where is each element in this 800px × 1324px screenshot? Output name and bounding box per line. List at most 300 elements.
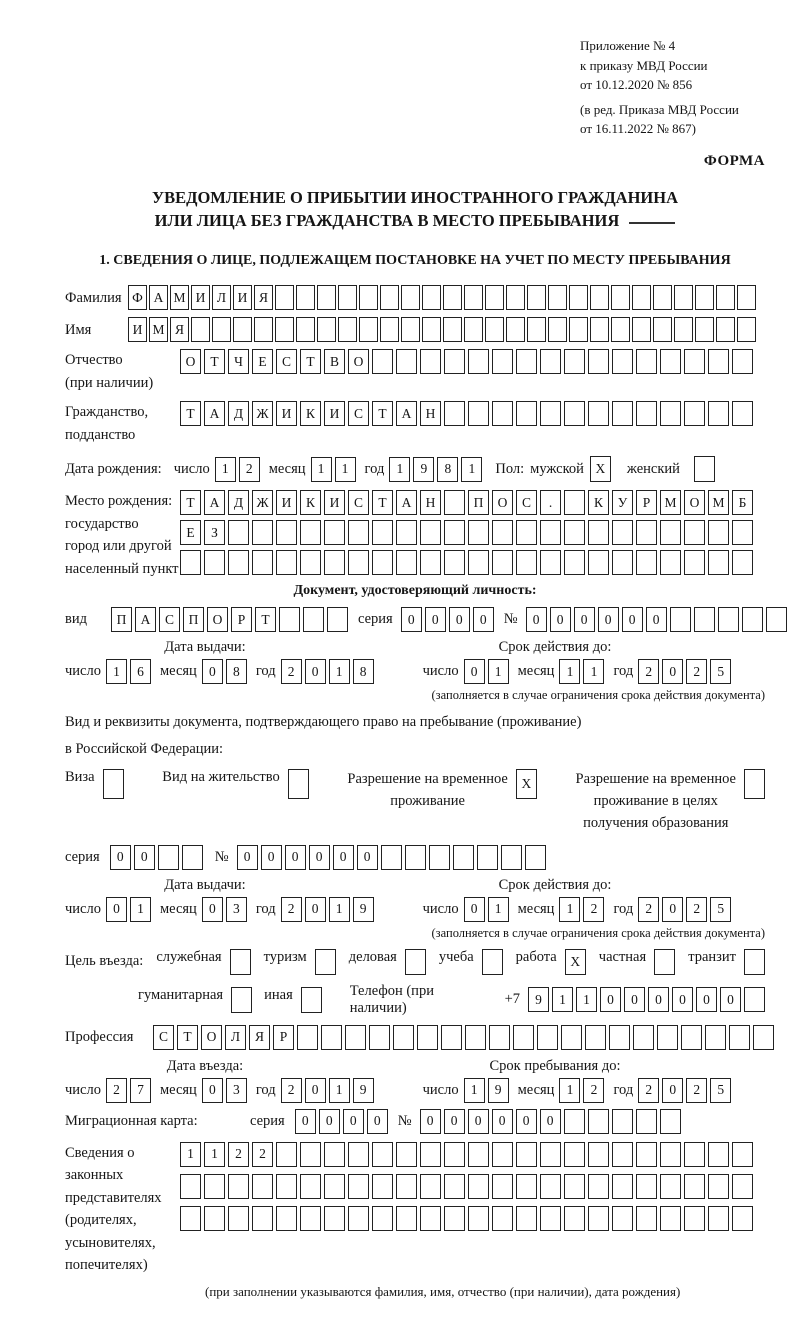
char-cell[interactable] bbox=[612, 349, 633, 374]
char-cell[interactable] bbox=[492, 520, 513, 545]
char-cell[interactable]: 0 bbox=[516, 1109, 537, 1134]
char-cell[interactable]: И bbox=[191, 285, 210, 310]
sex-male-checkbox[interactable]: X bbox=[590, 456, 611, 482]
char-cell[interactable]: 1 bbox=[559, 659, 580, 684]
char-cell[interactable] bbox=[660, 520, 681, 545]
char-cell[interactable]: 0 bbox=[598, 607, 619, 632]
char-cell[interactable] bbox=[492, 550, 513, 575]
char-cell[interactable]: 2 bbox=[638, 897, 659, 922]
char-cell[interactable] bbox=[468, 401, 489, 426]
char-cell[interactable] bbox=[612, 401, 633, 426]
char-cell[interactable] bbox=[753, 1025, 774, 1050]
char-cell[interactable] bbox=[632, 285, 651, 310]
char-cell[interactable]: Т bbox=[204, 349, 225, 374]
char-cell[interactable]: 9 bbox=[413, 457, 434, 482]
char-cell[interactable]: В bbox=[324, 349, 345, 374]
char-cell[interactable] bbox=[718, 607, 739, 632]
char-cell[interactable] bbox=[516, 550, 537, 575]
char-cell[interactable] bbox=[276, 1174, 297, 1199]
char-cell[interactable] bbox=[372, 520, 393, 545]
char-cell[interactable]: 0 bbox=[672, 987, 693, 1012]
char-cell[interactable]: 0 bbox=[662, 1078, 683, 1103]
char-cell[interactable]: З bbox=[204, 520, 225, 545]
char-cell[interactable] bbox=[564, 1206, 585, 1231]
char-cell[interactable] bbox=[204, 1206, 225, 1231]
char-cell[interactable]: Р bbox=[636, 490, 657, 515]
char-cell[interactable]: 0 bbox=[202, 659, 223, 684]
legal-reps-line3[interactable] bbox=[180, 1206, 753, 1231]
char-cell[interactable] bbox=[674, 317, 693, 342]
char-cell[interactable]: 0 bbox=[134, 845, 155, 870]
char-cell[interactable] bbox=[506, 285, 525, 310]
char-cell[interactable] bbox=[279, 607, 300, 632]
char-cell[interactable]: Ж bbox=[252, 401, 273, 426]
char-cell[interactable] bbox=[564, 1174, 585, 1199]
char-cell[interactable]: О bbox=[684, 490, 705, 515]
identity-issue-year[interactable] bbox=[281, 659, 374, 684]
char-cell[interactable] bbox=[684, 550, 705, 575]
char-cell[interactable] bbox=[228, 1174, 249, 1199]
stay-until-day[interactable] bbox=[464, 1078, 509, 1103]
char-cell[interactable] bbox=[732, 520, 753, 545]
legal-reps-line2[interactable] bbox=[180, 1174, 753, 1199]
char-cell[interactable]: 0 bbox=[110, 845, 131, 870]
char-cell[interactable]: 0 bbox=[343, 1109, 364, 1134]
char-cell[interactable] bbox=[564, 1109, 585, 1134]
char-cell[interactable] bbox=[485, 285, 504, 310]
char-cell[interactable] bbox=[695, 285, 714, 310]
char-cell[interactable] bbox=[276, 520, 297, 545]
char-cell[interactable]: 3 bbox=[226, 897, 247, 922]
char-cell[interactable] bbox=[420, 550, 441, 575]
char-cell[interactable]: 8 bbox=[226, 659, 247, 684]
char-cell[interactable]: Е bbox=[180, 520, 201, 545]
char-cell[interactable] bbox=[359, 317, 378, 342]
char-cell[interactable] bbox=[345, 1025, 366, 1050]
char-cell[interactable]: С bbox=[516, 490, 537, 515]
char-cell[interactable] bbox=[468, 520, 489, 545]
profession-cells[interactable] bbox=[153, 1025, 774, 1050]
char-cell[interactable] bbox=[732, 349, 753, 374]
residence-issue-year[interactable] bbox=[281, 897, 374, 922]
char-cell[interactable]: 1 bbox=[559, 897, 580, 922]
char-cell[interactable] bbox=[540, 1206, 561, 1231]
char-cell[interactable]: М bbox=[149, 317, 168, 342]
char-cell[interactable] bbox=[564, 349, 585, 374]
char-cell[interactable] bbox=[464, 317, 483, 342]
char-cell[interactable]: 9 bbox=[528, 987, 549, 1012]
char-cell[interactable]: 3 bbox=[226, 1078, 247, 1103]
residence-issue-day[interactable] bbox=[106, 897, 151, 922]
char-cell[interactable]: П bbox=[111, 607, 132, 632]
char-cell[interactable] bbox=[588, 1109, 609, 1134]
char-cell[interactable] bbox=[729, 1025, 750, 1050]
char-cell[interactable]: 0 bbox=[202, 897, 223, 922]
char-cell[interactable] bbox=[540, 1174, 561, 1199]
char-cell[interactable]: 1 bbox=[488, 659, 509, 684]
char-cell[interactable]: Ч bbox=[228, 349, 249, 374]
char-cell[interactable]: И bbox=[324, 401, 345, 426]
char-cell[interactable] bbox=[708, 1206, 729, 1231]
char-cell[interactable]: 6 bbox=[130, 659, 151, 684]
char-cell[interactable] bbox=[348, 1206, 369, 1231]
char-cell[interactable]: 0 bbox=[540, 1109, 561, 1134]
identity-valid-month[interactable] bbox=[559, 659, 604, 684]
char-cell[interactable]: Е bbox=[252, 349, 273, 374]
char-cell[interactable] bbox=[636, 1206, 657, 1231]
char-cell[interactable]: 1 bbox=[559, 1078, 580, 1103]
char-cell[interactable] bbox=[422, 317, 441, 342]
char-cell[interactable] bbox=[254, 317, 273, 342]
char-cell[interactable]: 0 bbox=[106, 897, 127, 922]
char-cell[interactable]: 1 bbox=[335, 457, 356, 482]
char-cell[interactable] bbox=[492, 1206, 513, 1231]
char-cell[interactable]: 0 bbox=[550, 607, 571, 632]
char-cell[interactable] bbox=[660, 1109, 681, 1134]
char-cell[interactable]: Л bbox=[212, 285, 231, 310]
char-cell[interactable] bbox=[297, 1025, 318, 1050]
char-cell[interactable]: О bbox=[180, 349, 201, 374]
migration-series-cells[interactable] bbox=[295, 1109, 388, 1134]
edu-permit-checkbox[interactable] bbox=[744, 769, 765, 799]
char-cell[interactable]: 2 bbox=[281, 1078, 302, 1103]
char-cell[interactable] bbox=[612, 1174, 633, 1199]
char-cell[interactable] bbox=[324, 550, 345, 575]
purpose-tranzit-checkbox[interactable] bbox=[744, 949, 765, 975]
birth-month-cells[interactable] bbox=[311, 457, 356, 482]
char-cell[interactable]: П bbox=[468, 490, 489, 515]
char-cell[interactable]: 2 bbox=[281, 659, 302, 684]
char-cell[interactable] bbox=[695, 317, 714, 342]
char-cell[interactable] bbox=[732, 550, 753, 575]
char-cell[interactable] bbox=[396, 1174, 417, 1199]
char-cell[interactable] bbox=[632, 317, 651, 342]
purpose-ucheba-checkbox[interactable] bbox=[482, 949, 503, 975]
char-cell[interactable] bbox=[569, 317, 588, 342]
entry-day[interactable] bbox=[106, 1078, 151, 1103]
char-cell[interactable]: 1 bbox=[180, 1142, 201, 1167]
char-cell[interactable]: Т bbox=[255, 607, 276, 632]
char-cell[interactable] bbox=[540, 401, 561, 426]
char-cell[interactable] bbox=[540, 550, 561, 575]
entry-month[interactable] bbox=[202, 1078, 247, 1103]
char-cell[interactable]: 1 bbox=[389, 457, 410, 482]
char-cell[interactable] bbox=[548, 317, 567, 342]
char-cell[interactable]: С bbox=[348, 401, 369, 426]
char-cell[interactable] bbox=[742, 607, 763, 632]
char-cell[interactable] bbox=[296, 317, 315, 342]
char-cell[interactable]: 2 bbox=[638, 659, 659, 684]
char-cell[interactable] bbox=[338, 317, 357, 342]
char-cell[interactable]: 0 bbox=[473, 607, 494, 632]
char-cell[interactable]: 0 bbox=[464, 659, 485, 684]
char-cell[interactable] bbox=[501, 845, 522, 870]
patronymic-cells[interactable] bbox=[180, 349, 753, 374]
identity-valid-year[interactable] bbox=[638, 659, 731, 684]
birth-place-line1[interactable] bbox=[180, 490, 753, 515]
char-cell[interactable]: 1 bbox=[552, 987, 573, 1012]
char-cell[interactable] bbox=[252, 1174, 273, 1199]
char-cell[interactable] bbox=[212, 317, 231, 342]
purpose-delovaya-checkbox[interactable] bbox=[405, 949, 426, 975]
char-cell[interactable]: А bbox=[135, 607, 156, 632]
sex-female-checkbox[interactable] bbox=[694, 456, 715, 482]
char-cell[interactable] bbox=[588, 1174, 609, 1199]
char-cell[interactable]: 0 bbox=[237, 845, 258, 870]
char-cell[interactable] bbox=[300, 520, 321, 545]
char-cell[interactable] bbox=[300, 1174, 321, 1199]
char-cell[interactable] bbox=[708, 550, 729, 575]
stay-until-year[interactable] bbox=[638, 1078, 731, 1103]
char-cell[interactable] bbox=[252, 550, 273, 575]
char-cell[interactable]: 1 bbox=[204, 1142, 225, 1167]
char-cell[interactable]: 9 bbox=[353, 897, 374, 922]
char-cell[interactable] bbox=[732, 401, 753, 426]
char-cell[interactable] bbox=[588, 401, 609, 426]
char-cell[interactable] bbox=[381, 845, 402, 870]
char-cell[interactable] bbox=[396, 349, 417, 374]
identity-number-cells[interactable] bbox=[526, 607, 787, 632]
char-cell[interactable] bbox=[732, 1206, 753, 1231]
char-cell[interactable]: 0 bbox=[305, 659, 326, 684]
char-cell[interactable]: 0 bbox=[464, 897, 485, 922]
char-cell[interactable] bbox=[527, 285, 546, 310]
char-cell[interactable]: Н bbox=[420, 401, 441, 426]
char-cell[interactable] bbox=[513, 1025, 534, 1050]
purpose-turizm-checkbox[interactable] bbox=[315, 949, 336, 975]
char-cell[interactable]: А bbox=[149, 285, 168, 310]
char-cell[interactable] bbox=[396, 550, 417, 575]
char-cell[interactable]: 0 bbox=[202, 1078, 223, 1103]
char-cell[interactable] bbox=[670, 607, 691, 632]
char-cell[interactable]: М bbox=[708, 490, 729, 515]
char-cell[interactable]: М bbox=[660, 490, 681, 515]
char-cell[interactable] bbox=[420, 1206, 441, 1231]
char-cell[interactable] bbox=[420, 520, 441, 545]
char-cell[interactable]: О bbox=[492, 490, 513, 515]
char-cell[interactable] bbox=[737, 317, 756, 342]
char-cell[interactable]: 1 bbox=[464, 1078, 485, 1103]
char-cell[interactable] bbox=[296, 285, 315, 310]
char-cell[interactable]: Т bbox=[180, 401, 201, 426]
char-cell[interactable]: А bbox=[204, 401, 225, 426]
char-cell[interactable] bbox=[564, 550, 585, 575]
char-cell[interactable] bbox=[588, 349, 609, 374]
char-cell[interactable]: О bbox=[348, 349, 369, 374]
char-cell[interactable]: И bbox=[233, 285, 252, 310]
char-cell[interactable]: 0 bbox=[333, 845, 354, 870]
char-cell[interactable]: Ф bbox=[128, 285, 147, 310]
char-cell[interactable]: 0 bbox=[662, 897, 683, 922]
char-cell[interactable] bbox=[180, 550, 201, 575]
char-cell[interactable] bbox=[588, 550, 609, 575]
char-cell[interactable]: Т bbox=[372, 401, 393, 426]
char-cell[interactable] bbox=[372, 550, 393, 575]
char-cell[interactable] bbox=[516, 401, 537, 426]
char-cell[interactable]: 2 bbox=[239, 457, 260, 482]
char-cell[interactable]: 1 bbox=[329, 1078, 350, 1103]
char-cell[interactable]: 2 bbox=[281, 897, 302, 922]
char-cell[interactable] bbox=[516, 1206, 537, 1231]
char-cell[interactable]: 0 bbox=[624, 987, 645, 1012]
char-cell[interactable]: 7 bbox=[130, 1078, 151, 1103]
char-cell[interactable]: Ж bbox=[252, 490, 273, 515]
char-cell[interactable] bbox=[694, 607, 715, 632]
char-cell[interactable]: 1 bbox=[106, 659, 127, 684]
char-cell[interactable]: 1 bbox=[329, 897, 350, 922]
birth-day-cells[interactable] bbox=[215, 457, 260, 482]
char-cell[interactable] bbox=[612, 520, 633, 545]
char-cell[interactable]: 0 bbox=[492, 1109, 513, 1134]
birth-place-line2[interactable] bbox=[180, 520, 753, 545]
char-cell[interactable]: 2 bbox=[686, 1078, 707, 1103]
char-cell[interactable]: С bbox=[276, 349, 297, 374]
char-cell[interactable] bbox=[744, 987, 765, 1012]
char-cell[interactable] bbox=[737, 285, 756, 310]
char-cell[interactable] bbox=[516, 520, 537, 545]
char-cell[interactable]: Я bbox=[254, 285, 273, 310]
char-cell[interactable] bbox=[465, 1025, 486, 1050]
purpose-rabota-checkbox[interactable]: X bbox=[565, 949, 586, 975]
char-cell[interactable] bbox=[444, 520, 465, 545]
char-cell[interactable] bbox=[716, 317, 735, 342]
char-cell[interactable] bbox=[348, 1174, 369, 1199]
char-cell[interactable] bbox=[417, 1025, 438, 1050]
citizenship-cells[interactable] bbox=[180, 401, 753, 426]
char-cell[interactable]: О bbox=[201, 1025, 222, 1050]
char-cell[interactable] bbox=[420, 349, 441, 374]
char-cell[interactable]: О bbox=[207, 607, 228, 632]
char-cell[interactable] bbox=[657, 1025, 678, 1050]
char-cell[interactable] bbox=[492, 1174, 513, 1199]
char-cell[interactable] bbox=[324, 1174, 345, 1199]
char-cell[interactable] bbox=[540, 520, 561, 545]
char-cell[interactable] bbox=[708, 520, 729, 545]
identity-issue-day[interactable] bbox=[106, 659, 151, 684]
char-cell[interactable] bbox=[275, 317, 294, 342]
char-cell[interactable]: И bbox=[276, 401, 297, 426]
char-cell[interactable] bbox=[300, 1206, 321, 1231]
char-cell[interactable] bbox=[324, 520, 345, 545]
char-cell[interactable] bbox=[708, 401, 729, 426]
stay-until-month[interactable] bbox=[559, 1078, 604, 1103]
char-cell[interactable] bbox=[732, 1174, 753, 1199]
char-cell[interactable] bbox=[158, 845, 179, 870]
char-cell[interactable]: 9 bbox=[353, 1078, 374, 1103]
char-cell[interactable] bbox=[548, 285, 567, 310]
char-cell[interactable] bbox=[492, 401, 513, 426]
char-cell[interactable]: Я bbox=[249, 1025, 270, 1050]
char-cell[interactable]: 1 bbox=[130, 897, 151, 922]
char-cell[interactable] bbox=[324, 1206, 345, 1231]
char-cell[interactable]: 5 bbox=[710, 1078, 731, 1103]
identity-valid-day[interactable] bbox=[464, 659, 509, 684]
char-cell[interactable] bbox=[275, 285, 294, 310]
char-cell[interactable] bbox=[180, 1174, 201, 1199]
char-cell[interactable]: Т bbox=[180, 490, 201, 515]
char-cell[interactable]: 1 bbox=[311, 457, 332, 482]
char-cell[interactable] bbox=[468, 550, 489, 575]
residence-valid-day[interactable] bbox=[464, 897, 509, 922]
char-cell[interactable] bbox=[684, 1206, 705, 1231]
char-cell[interactable] bbox=[443, 317, 462, 342]
char-cell[interactable] bbox=[204, 550, 225, 575]
char-cell[interactable] bbox=[636, 550, 657, 575]
char-cell[interactable] bbox=[348, 550, 369, 575]
residence-number-cells[interactable] bbox=[237, 845, 546, 870]
entry-year[interactable] bbox=[281, 1078, 374, 1103]
char-cell[interactable] bbox=[516, 1174, 537, 1199]
char-cell[interactable]: 0 bbox=[420, 1109, 441, 1134]
char-cell[interactable] bbox=[441, 1025, 462, 1050]
char-cell[interactable] bbox=[444, 1174, 465, 1199]
char-cell[interactable]: Д bbox=[228, 490, 249, 515]
char-cell[interactable] bbox=[636, 401, 657, 426]
identity-issue-month[interactable] bbox=[202, 659, 247, 684]
char-cell[interactable]: 0 bbox=[526, 607, 547, 632]
char-cell[interactable]: 1 bbox=[329, 659, 350, 684]
char-cell[interactable]: Я bbox=[170, 317, 189, 342]
char-cell[interactable]: 0 bbox=[720, 987, 741, 1012]
char-cell[interactable] bbox=[653, 285, 672, 310]
char-cell[interactable]: 0 bbox=[696, 987, 717, 1012]
char-cell[interactable] bbox=[684, 1174, 705, 1199]
birth-place-line3[interactable] bbox=[180, 550, 753, 575]
char-cell[interactable]: 0 bbox=[648, 987, 669, 1012]
char-cell[interactable] bbox=[359, 285, 378, 310]
char-cell[interactable]: А bbox=[204, 490, 225, 515]
char-cell[interactable] bbox=[191, 317, 210, 342]
char-cell[interactable] bbox=[468, 349, 489, 374]
phone-cells[interactable] bbox=[528, 987, 765, 1012]
char-cell[interactable] bbox=[609, 1025, 630, 1050]
char-cell[interactable] bbox=[684, 401, 705, 426]
char-cell[interactable]: 2 bbox=[638, 1078, 659, 1103]
char-cell[interactable]: К bbox=[300, 490, 321, 515]
char-cell[interactable]: 2 bbox=[228, 1142, 249, 1167]
char-cell[interactable]: Н bbox=[420, 490, 441, 515]
char-cell[interactable]: 8 bbox=[353, 659, 374, 684]
char-cell[interactable]: К bbox=[588, 490, 609, 515]
char-cell[interactable] bbox=[611, 285, 630, 310]
char-cell[interactable]: 0 bbox=[622, 607, 643, 632]
char-cell[interactable] bbox=[611, 317, 630, 342]
char-cell[interactable]: А bbox=[396, 401, 417, 426]
char-cell[interactable]: С bbox=[348, 490, 369, 515]
char-cell[interactable] bbox=[444, 349, 465, 374]
migration-number-cells[interactable] bbox=[420, 1109, 681, 1134]
char-cell[interactable] bbox=[506, 317, 525, 342]
char-cell[interactable] bbox=[380, 317, 399, 342]
char-cell[interactable]: 8 bbox=[437, 457, 458, 482]
char-cell[interactable] bbox=[636, 520, 657, 545]
char-cell[interactable]: 1 bbox=[576, 987, 597, 1012]
char-cell[interactable] bbox=[233, 317, 252, 342]
char-cell[interactable] bbox=[444, 401, 465, 426]
char-cell[interactable] bbox=[444, 490, 465, 515]
char-cell[interactable] bbox=[477, 845, 498, 870]
char-cell[interactable]: 0 bbox=[662, 659, 683, 684]
purpose-sluzhebnaya-checkbox[interactable] bbox=[230, 949, 251, 975]
char-cell[interactable]: 0 bbox=[468, 1109, 489, 1134]
char-cell[interactable]: 0 bbox=[305, 1078, 326, 1103]
char-cell[interactable]: 2 bbox=[583, 897, 604, 922]
char-cell[interactable]: . bbox=[540, 490, 561, 515]
char-cell[interactable] bbox=[420, 1174, 441, 1199]
char-cell[interactable]: 5 bbox=[710, 897, 731, 922]
char-cell[interactable] bbox=[276, 1206, 297, 1231]
char-cell[interactable]: 0 bbox=[425, 607, 446, 632]
